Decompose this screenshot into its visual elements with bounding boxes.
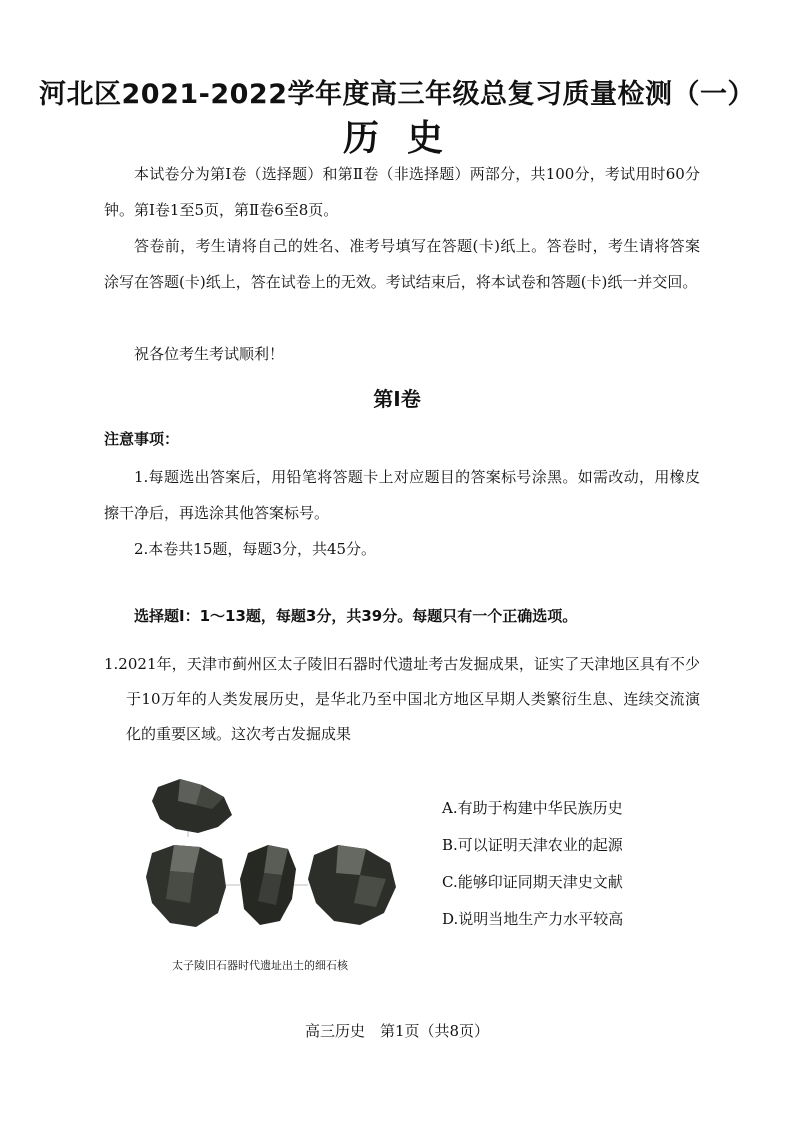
notice-item-1: 1.每题选出答案后，用铅笔将答题卡上对应题目的答案标号涂黑。如需改动，用橡皮擦干净后，再选涂其他答案标号。: [104, 468, 700, 522]
option-d: D.说明当地生产力水平较高: [442, 910, 624, 928]
notice-heading: 注意事项：: [104, 430, 180, 448]
section-heading: 选择题Ⅰ：1～13题，每题3分，共39分。每题只有一个正确选项。: [134, 607, 578, 625]
question-1-options: [442, 790, 702, 938]
option-c: C.能够印证同期天津史文献: [442, 873, 623, 891]
figure-caption: 太子陵旧石器时代遗址出土的细石核: [172, 959, 348, 972]
exam-title: 河北区2021-2022学年度高三年级总复习质量检测（一）: [39, 79, 755, 110]
stone-facet: [166, 871, 194, 903]
question-1-stem: 1.2021年，天津市蓟州区太子陵旧石器时代遗址考古发掘成果，证实了天津地区具有不少于10万年的人类发展历史，是华北乃至中国北方地区早期人类繁衍生息、连续交流演化的重要区域。这次考古发掘成果: [104, 655, 700, 743]
intro-paragraph-2: 答卷前，考生请将自己的姓名、准考号填写在答题(卡)纸上。答卷时，考生请将答案涂写在答题(卡)纸上，答在试卷上的无效。考试结束后，将本试卷和答题(卡)纸一并交回。: [104, 237, 700, 291]
subject-title: 历史: [342, 118, 471, 159]
page-footer: 高三历史 第1页（共8页）: [304, 1022, 490, 1040]
part-one-title: 第Ⅰ卷: [373, 387, 421, 411]
stone-core-figure: [140, 775, 410, 975]
notice-item-2: 2.本卷共15题，每题3分，共45分。: [134, 540, 377, 558]
intro-paragraph-1: 本试卷分为第Ⅰ卷（选择题）和第Ⅱ卷（非选择题）两部分，共100分，考试用时60分钟。第Ⅰ卷1至5页，第Ⅱ卷6至8页。: [104, 165, 700, 219]
option-b: B.可以证明天津农业的起源: [442, 836, 623, 854]
intro-paragraph-3: 祝各位考生考试顺利！: [134, 345, 285, 363]
option-a: A.有助于构建中华民族历史: [442, 799, 623, 817]
